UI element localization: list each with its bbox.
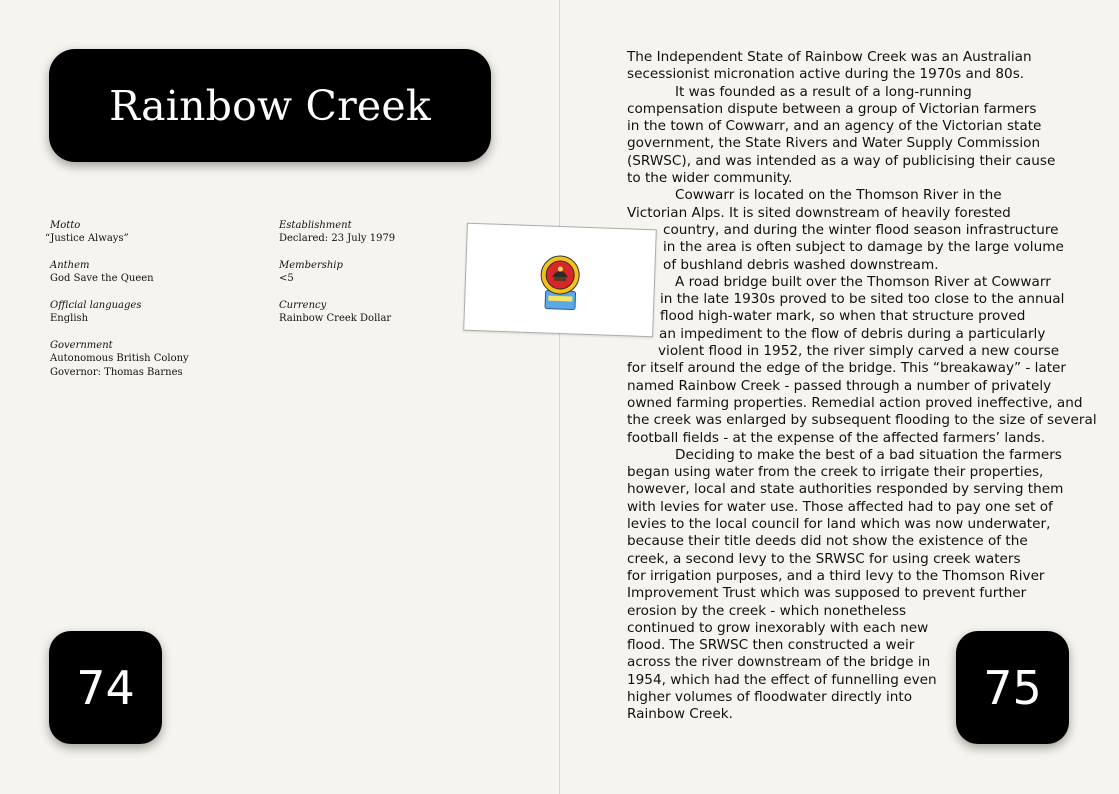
text-line: levies to the local council for land which was now underwater, bbox=[627, 516, 1051, 533]
text-line: erosion by the creek - which nonetheless bbox=[627, 602, 907, 619]
info-label: Establishment bbox=[279, 220, 352, 231]
text-line: continued to grow inexorably with each new bbox=[627, 619, 929, 636]
info-label: Anthem bbox=[50, 260, 90, 271]
text-line: Rainbow Creek. bbox=[627, 706, 733, 723]
coat-of-arms-emblem bbox=[537, 254, 583, 314]
info-label: Currency bbox=[279, 300, 327, 311]
text-line: owned farming properties. Remedial action proved ineffective, and bbox=[627, 394, 1083, 411]
info-government bbox=[50, 339, 189, 380]
title-banner bbox=[49, 49, 491, 162]
text-line: A road bridge built over the Thomson River at Cowwarr bbox=[675, 273, 1051, 290]
text-line: flood high-water mark, so when that structure proved bbox=[660, 308, 1026, 325]
info-value: Autonomous British Colony bbox=[50, 353, 189, 364]
info-motto bbox=[45, 219, 129, 246]
info-value: Declared: 23 July 1979 bbox=[279, 233, 396, 244]
text-line: country, and during the winter flood season infrastructure bbox=[663, 221, 1059, 238]
page-title: Rainbow Creek bbox=[109, 81, 431, 130]
text-line: compensation dispute between a group of Victorian farmers bbox=[627, 100, 1037, 117]
text-line: The Independent State of Rainbow Creek was an Australian bbox=[627, 49, 1032, 65]
text-line: the creek was enlarged by subsequent flooding to the size of several bbox=[627, 412, 1097, 429]
text-line: in the area is often subject to damage by the large volume bbox=[663, 239, 1064, 256]
page-number-left bbox=[49, 631, 162, 744]
text-line: creek, a second levy to the SRWSC for using creek waters bbox=[627, 550, 1021, 567]
info-membership bbox=[279, 259, 343, 286]
text-line: because their title deeds did not show the existence of the bbox=[627, 533, 1028, 550]
text-line: 1954, which had the effect of funnelling even bbox=[627, 671, 937, 688]
info-label: Official languages bbox=[50, 300, 142, 311]
text-line: Deciding to make the best of a bad situation the farmers bbox=[675, 446, 1062, 463]
text-line: secessionist micronation active during the 1970s and 80s. bbox=[627, 66, 1025, 83]
info-currency bbox=[279, 299, 391, 326]
info-languages bbox=[50, 299, 141, 326]
text-line: for irrigation purposes, and a third levy to the Thomson River bbox=[627, 567, 1045, 584]
info-label: Motto bbox=[50, 220, 81, 231]
page-number-text: 75 bbox=[983, 660, 1042, 715]
text-line: Improvement Trust which was supposed to prevent further bbox=[627, 585, 1027, 602]
article-body bbox=[627, 49, 1097, 724]
info-value: <5 bbox=[279, 273, 294, 284]
info-value: Governor: Thomas Barnes bbox=[50, 367, 183, 378]
text-line: an impediment to the flow of debris during a particularly bbox=[659, 325, 1046, 342]
text-line: to the wider community. bbox=[627, 170, 793, 187]
text-line: Cowwarr is located on the Thomson River in the bbox=[675, 187, 1002, 204]
info-label: Government bbox=[50, 340, 113, 351]
text-line: government, the State Rivers and Water Supply Commission bbox=[627, 135, 1041, 152]
text-line: It was founded as a result of a long-running bbox=[675, 83, 972, 100]
text-line: of bushland debris washed downstream. bbox=[663, 256, 939, 273]
text-line: violent flood in 1952, the river simply carved a new course bbox=[658, 343, 1060, 360]
info-value: English bbox=[50, 313, 89, 324]
page-gutter bbox=[559, 0, 560, 794]
info-value: Rainbow Creek Dollar bbox=[279, 313, 392, 324]
text-line: Victorian Alps. It is sited downstream of heavily forested bbox=[627, 204, 1011, 221]
text-line: in the late 1930s proved to be sited too close to the annual bbox=[660, 291, 1065, 308]
page-number-text: 74 bbox=[76, 660, 135, 715]
info-anthem bbox=[50, 259, 154, 286]
text-line: named Rainbow Creek - passed through a number of privately bbox=[627, 377, 1052, 394]
page-number-right bbox=[956, 631, 1069, 744]
text-line: (SRWSC), and was intended as a way of publicising their cause bbox=[627, 152, 1056, 169]
text-line: for itself around the edge of the bridge. This “breakaway” - later bbox=[627, 360, 1067, 377]
info-value: God Save the Queen bbox=[50, 273, 154, 284]
text-line: football fields - at the expense of the affected farmers’ lands. bbox=[627, 429, 1046, 446]
text-line: flood. The SRWSC then constructed a weir bbox=[627, 637, 915, 654]
info-establishment bbox=[279, 219, 395, 246]
info-value: “Justice Always” bbox=[45, 233, 129, 244]
text-line: with levies for water use. Those affected had to pay one set of bbox=[627, 498, 1053, 515]
text-line: higher volumes of floodwater directly into bbox=[627, 688, 913, 705]
info-label: Membership bbox=[279, 260, 343, 271]
text-line: began using water from the creek to irrigate their properties, bbox=[627, 464, 1044, 481]
text-line: however, local and state authorities responded by serving them bbox=[627, 481, 1064, 498]
text-line: across the river downstream of the bridge in bbox=[627, 654, 931, 671]
text-line: in the town of Cowwarr, and an agency of the Victorian state bbox=[627, 118, 1042, 135]
